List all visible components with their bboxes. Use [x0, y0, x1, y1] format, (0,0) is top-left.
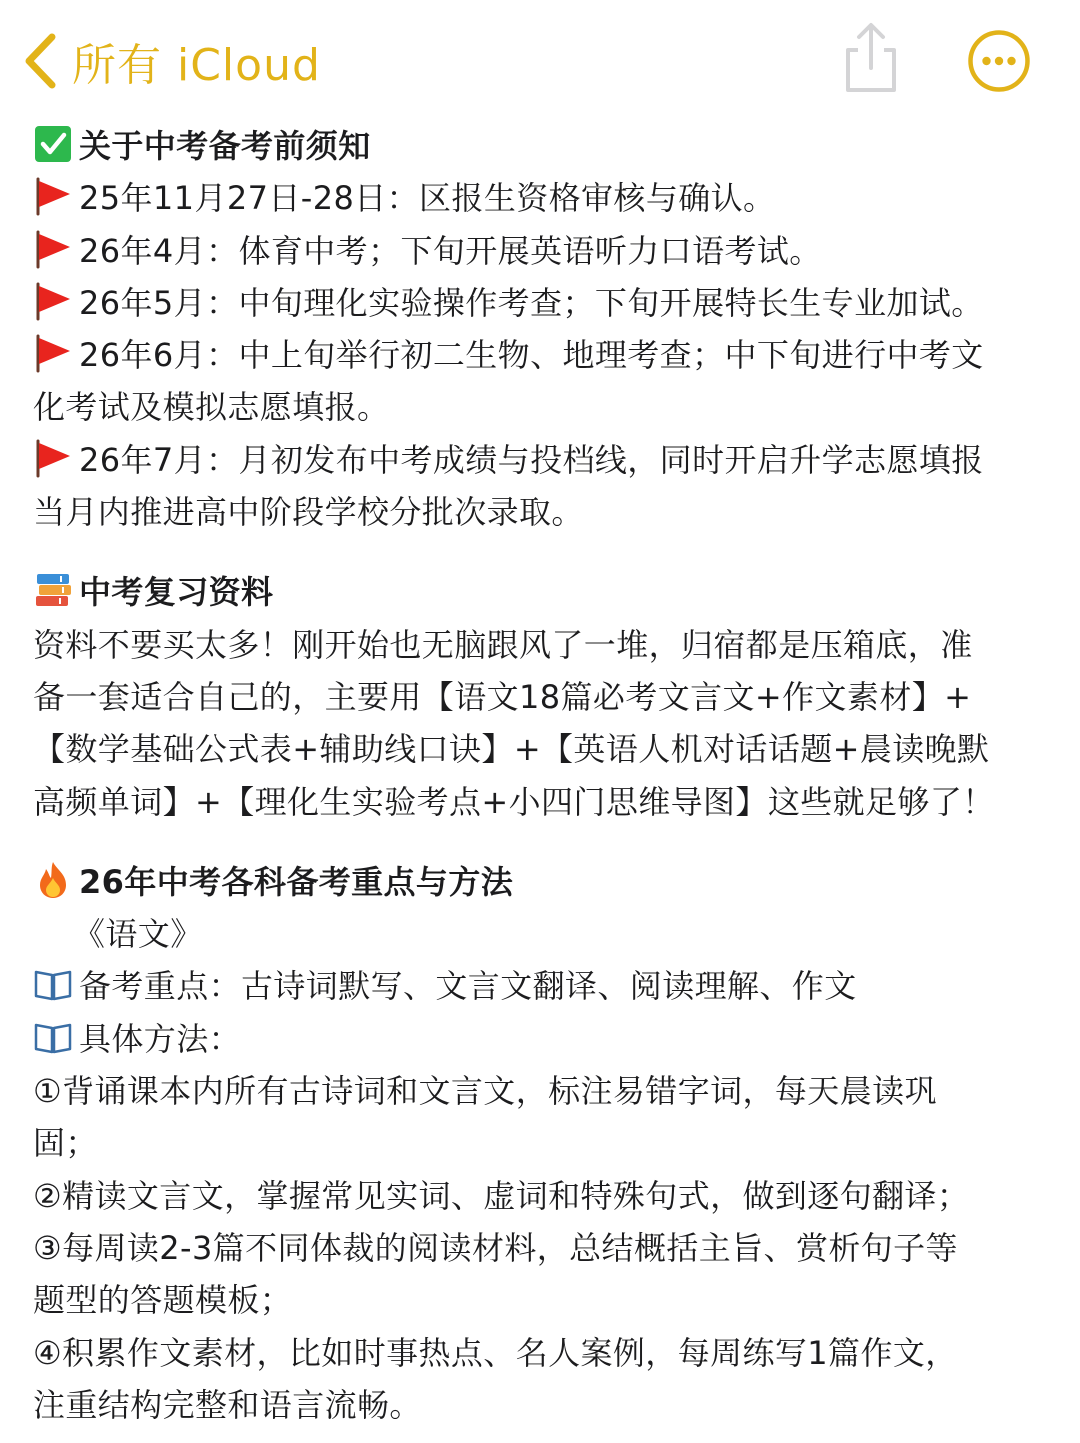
method-item: ②精读文言文，掌握常见实词、虚词和特殊句式，做到逐句翻译；	[33, 1176, 970, 1215]
methods-label: 具体方法：	[33, 1013, 1048, 1065]
red-flag-icon	[33, 176, 73, 216]
subject-heading: 《语文》	[73, 915, 203, 954]
red-flag-icon	[33, 281, 73, 321]
navigation-bar	[0, 0, 1080, 118]
paragraph-line: 高频单词】+【理化生实验考点+小四门思维导图】这些就足够了！	[33, 782, 995, 821]
section-heading	[33, 120, 1048, 172]
fire-icon	[33, 860, 73, 900]
spacer	[33, 538, 1048, 566]
method-item: ①背诵课本内所有古诗词和文言文，标注易错字词，每天晨读巩	[33, 1072, 937, 1111]
red-flag-icon	[33, 229, 73, 269]
red-flag-icon	[33, 333, 73, 373]
timeline-item: 25年11月27日-28日：区报生资格审核与确认。	[33, 172, 1048, 224]
section-title: 26年中考各科备考重点与方法	[79, 862, 514, 901]
back-button[interactable]	[22, 26, 321, 96]
share-icon	[838, 20, 904, 96]
method-item-continued: 固；	[33, 1124, 98, 1163]
check-box-icon	[33, 124, 73, 164]
section-title: 中考复习资料	[79, 573, 274, 612]
timeline-item-continued: 当月内推进高中阶段学校分批次录取。	[33, 493, 584, 532]
spacer	[33, 828, 1048, 856]
back-label: 所有 iCloud	[72, 40, 321, 91]
timeline-item: 26年7月：月初发布中考成绩与投档线，同时开启升学志愿填报	[33, 434, 1048, 486]
method-item-continued: 注重结构完整和语言流畅。	[33, 1385, 422, 1424]
paragraph-line: 资料不要买太多！刚开始也无脑跟风了一堆，归宿都是压箱底，准	[33, 625, 973, 664]
timeline-item: 26年5月：中旬理化实验操作考查；下旬开展特长生专业加试。	[33, 277, 1048, 329]
more-button[interactable]	[966, 28, 1032, 94]
red-flag-icon	[33, 438, 73, 478]
timeline-item-continued: 化考试及模拟志愿填报。	[33, 388, 390, 427]
key-points: 备考重点：古诗词默写、文言文翻译、阅读理解、作文	[33, 960, 1048, 1012]
method-item: ③每周读2-3篇不同体裁的阅读材料，总结概括主旨、赏析句子等	[33, 1228, 958, 1267]
open-book-icon	[33, 964, 73, 1004]
share-button[interactable]	[838, 20, 904, 96]
paragraph-line: 【数学基础公式表+辅助线口诀】+【英语人机对话话题+晨读晚默	[33, 730, 990, 769]
paragraph-line: 备一套适合自己的，主要用【语文18篇必考文言文+作文素材】+	[33, 677, 972, 716]
method-item-continued: 题型的答题模板；	[33, 1281, 293, 1320]
section-title: 关于中考备考前须知	[79, 127, 371, 165]
chevron-left-icon	[22, 32, 58, 90]
section-heading	[33, 856, 1048, 908]
more-icon	[966, 28, 1032, 94]
books-icon	[33, 570, 73, 610]
method-item: ④积累作文素材，比如时事热点、名人案例，每周练写1篇作文，	[33, 1333, 958, 1372]
note-body[interactable]	[33, 120, 1048, 1431]
open-book-icon	[33, 1017, 73, 1057]
timeline-item: 26年6月：中上旬举行初二生物、地理考查；中下旬进行中考文	[33, 329, 1048, 381]
section-heading	[33, 566, 1048, 618]
timeline-item: 26年4月：体育中考；下旬开展英语听力口语考试。	[33, 225, 1048, 277]
